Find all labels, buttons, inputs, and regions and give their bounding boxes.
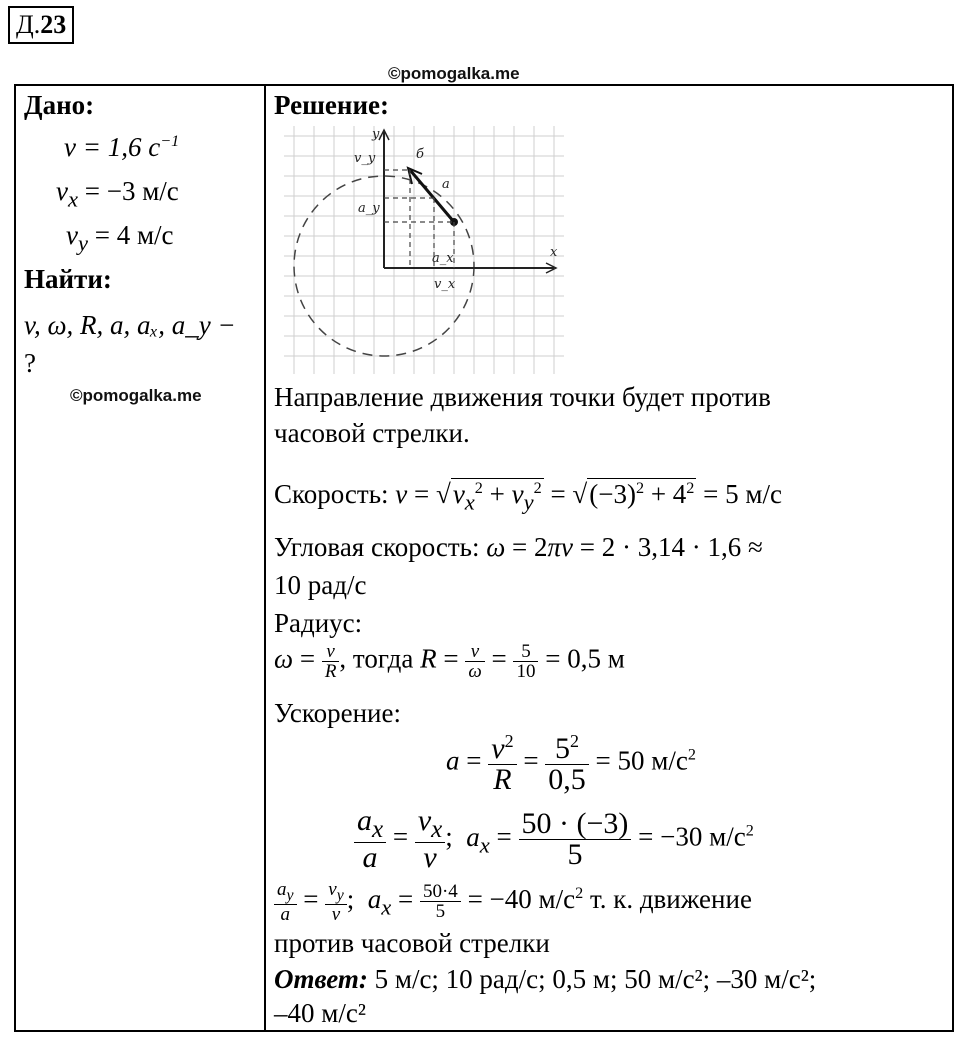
- solution-table: [14, 84, 954, 1032]
- badge-prefix: Д.: [16, 10, 41, 39]
- fig-label-y: y: [372, 127, 380, 142]
- given-nu: ν = 1,6 $с^{-1}$: [64, 132, 180, 162]
- acceleration-vector: [434, 198, 454, 222]
- watermark-left: ©pomogalka.me: [70, 386, 202, 405]
- fig-label-b: б: [416, 147, 424, 162]
- ay-tail: против часовой стрелки: [274, 928, 550, 958]
- fig-label-ay: a_y: [358, 201, 380, 216]
- ax-row: $\frac{a_x}{a}$ = $\frac{v_x}{v}$ ; $a_x$ = $\frac{50 \cdot (-3)}{5}$ = −30 $м/с^2$: [354, 806, 754, 873]
- answer-label: Ответ:: [274, 964, 368, 994]
- badge-number: 23: [40, 10, 67, 39]
- angular-label: Угловая скорость:: [274, 532, 480, 562]
- sketch-figure: [284, 126, 564, 374]
- problem-badge: [8, 6, 74, 44]
- radius-row: ω = $\frac{v}{R}$ , тогда R = $\frac{v}{\omega}$ = $\frac{5}{10}$ = 0,5 м: [274, 641, 625, 682]
- given-cell: [15, 85, 265, 1031]
- answer-row: [274, 964, 816, 995]
- given-vy: $v_y = 4$ м/с: [66, 220, 174, 256]
- given-vx: $v_x = -3$ м/с: [56, 176, 179, 212]
- solution-cell: [265, 85, 953, 1031]
- accel-row: a = $\frac{v^2}{R}$ = $\frac{5^2}{0,5}$ = 50 $м/с^2$: [446, 731, 696, 796]
- accel-label: Ускорение:: [274, 698, 401, 728]
- find-header: Найти:: [24, 264, 112, 294]
- find-question: ?: [24, 348, 36, 378]
- ay-row: $\frac{a_y}{a}$ = $\frac{v_y}{v}$ ; $a_x$ = $\frac{50\cdot 4}{5}$ = −40 $м/с^2$ т. к. движение: [274, 880, 752, 924]
- solution-header: Решение:: [274, 90, 389, 120]
- watermark-top: ©pomogalka.me: [388, 64, 520, 83]
- fig-label-vy: v_y: [354, 151, 376, 166]
- given-header: Дано:: [24, 90, 95, 120]
- fig-label-vx: v_x: [434, 277, 456, 292]
- fig-label-ax: a_x: [432, 251, 454, 266]
- speed-row: Скорость: $v = √v_x^2 + v_y^2 = √(-3)^2 + 4^2 = 5$ м/с: [274, 479, 782, 515]
- angular-result: 10 рад/с: [274, 570, 367, 600]
- angular-row: Угловая скорость: ω = 2πν = 2 · 3,14 · 1,6 ≈: [274, 532, 763, 562]
- radius-label: Радиус:: [274, 608, 363, 638]
- speed-label: Скорость:: [274, 479, 389, 509]
- answer-line-1: 5 м/с; 10 рад/с; 0,5 м; 50 м/с²; –30 м/с²;: [374, 964, 817, 994]
- direction-line-1: Направление движения точки будет против: [274, 382, 771, 412]
- fig-label-a: a: [442, 177, 450, 192]
- fig-label-x: x: [550, 245, 558, 260]
- find-list: v, ω, R, a, aₓ, a_y −: [24, 310, 236, 340]
- direction-line-2: часовой стрелки.: [274, 418, 470, 448]
- answer-line-2: –40 м/с²: [274, 998, 366, 1028]
